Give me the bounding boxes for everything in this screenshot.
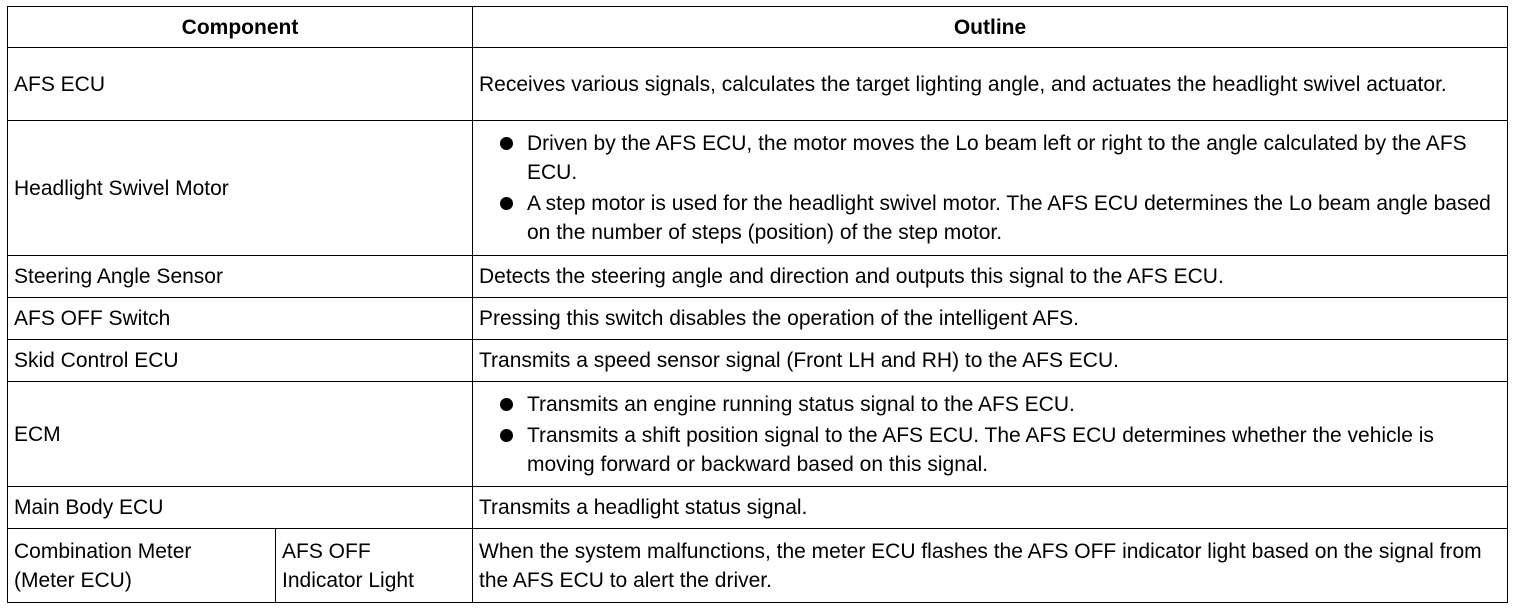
list-item (479, 421, 1501, 479)
bullet-list (479, 390, 1501, 479)
table-row (8, 382, 1508, 487)
table-row (8, 487, 1508, 529)
table-row (8, 256, 1508, 298)
component-cell: ECM (8, 382, 473, 487)
header-outline: Outline (473, 7, 1508, 48)
header-component: Component (8, 7, 473, 48)
bullet-list (479, 129, 1501, 247)
outline-cell: When the system malfunctions, the meter ECU flashes the AFS OFF indicator light based on the signal from the AFS ECU to alert the driver. (473, 529, 1508, 603)
outline-cell: Transmits a speed sensor signal (Front LH and RH) to the AFS ECU. (473, 340, 1508, 382)
table-row (8, 340, 1508, 382)
bullet-icon (500, 398, 513, 411)
outline-cell: Detects the steering angle and direction and outputs this signal to the AFS ECU. (473, 256, 1508, 298)
component-cell (8, 529, 473, 603)
component-cell: AFS OFF Switch (8, 298, 473, 340)
table-header-row (8, 7, 1508, 48)
outline-cell: Transmits a headlight status signal. (473, 487, 1508, 529)
table-row (8, 121, 1508, 256)
table-row (8, 298, 1508, 340)
component-cell: Main Body ECU (8, 487, 473, 529)
list-item (479, 129, 1501, 187)
list-item-text: A step motor is used for the headlight swivel motor. The AFS ECU determines the Lo beam angle based on the number of steps (position) of the step motor. (527, 192, 1491, 244)
component-sub-label: AFS OFF Indicator Light (282, 539, 414, 592)
bullet-icon (500, 429, 513, 442)
list-item (479, 189, 1501, 247)
list-item-text: Driven by the AFS ECU, the motor moves the Lo beam left or right to the angle calculated by the AFS ECU. (527, 132, 1467, 184)
component-cell: Steering Angle Sensor (8, 256, 473, 298)
outline-cell (473, 121, 1508, 256)
list-item-text: Transmits an engine running status signal to the AFS ECU. (527, 392, 1075, 416)
table-row (8, 48, 1508, 121)
bullet-icon (500, 137, 513, 150)
bullet-icon (500, 197, 513, 210)
list-item-text: Transmits a shift position signal to the AFS ECU. The AFS ECU determines whether the vehicle is moving forward or backward based on this signal. (527, 423, 1434, 476)
outline-cell: Receives various signals, calculates the target lighting angle, and actuates the headlight swivel actuator. (473, 48, 1508, 121)
component-cell: Headlight Swivel Motor (8, 121, 473, 256)
table-row (8, 529, 1508, 603)
component-main-label: Combination Meter (Meter ECU) (8, 529, 276, 602)
outline-cell (473, 382, 1508, 487)
component-cell: Skid Control ECU (8, 340, 473, 382)
list-item (479, 390, 1501, 419)
outline-cell: Pressing this switch disables the operation of the intelligent AFS. (473, 298, 1508, 340)
component-outline-table (7, 6, 1508, 603)
component-cell: AFS ECU (8, 48, 473, 121)
